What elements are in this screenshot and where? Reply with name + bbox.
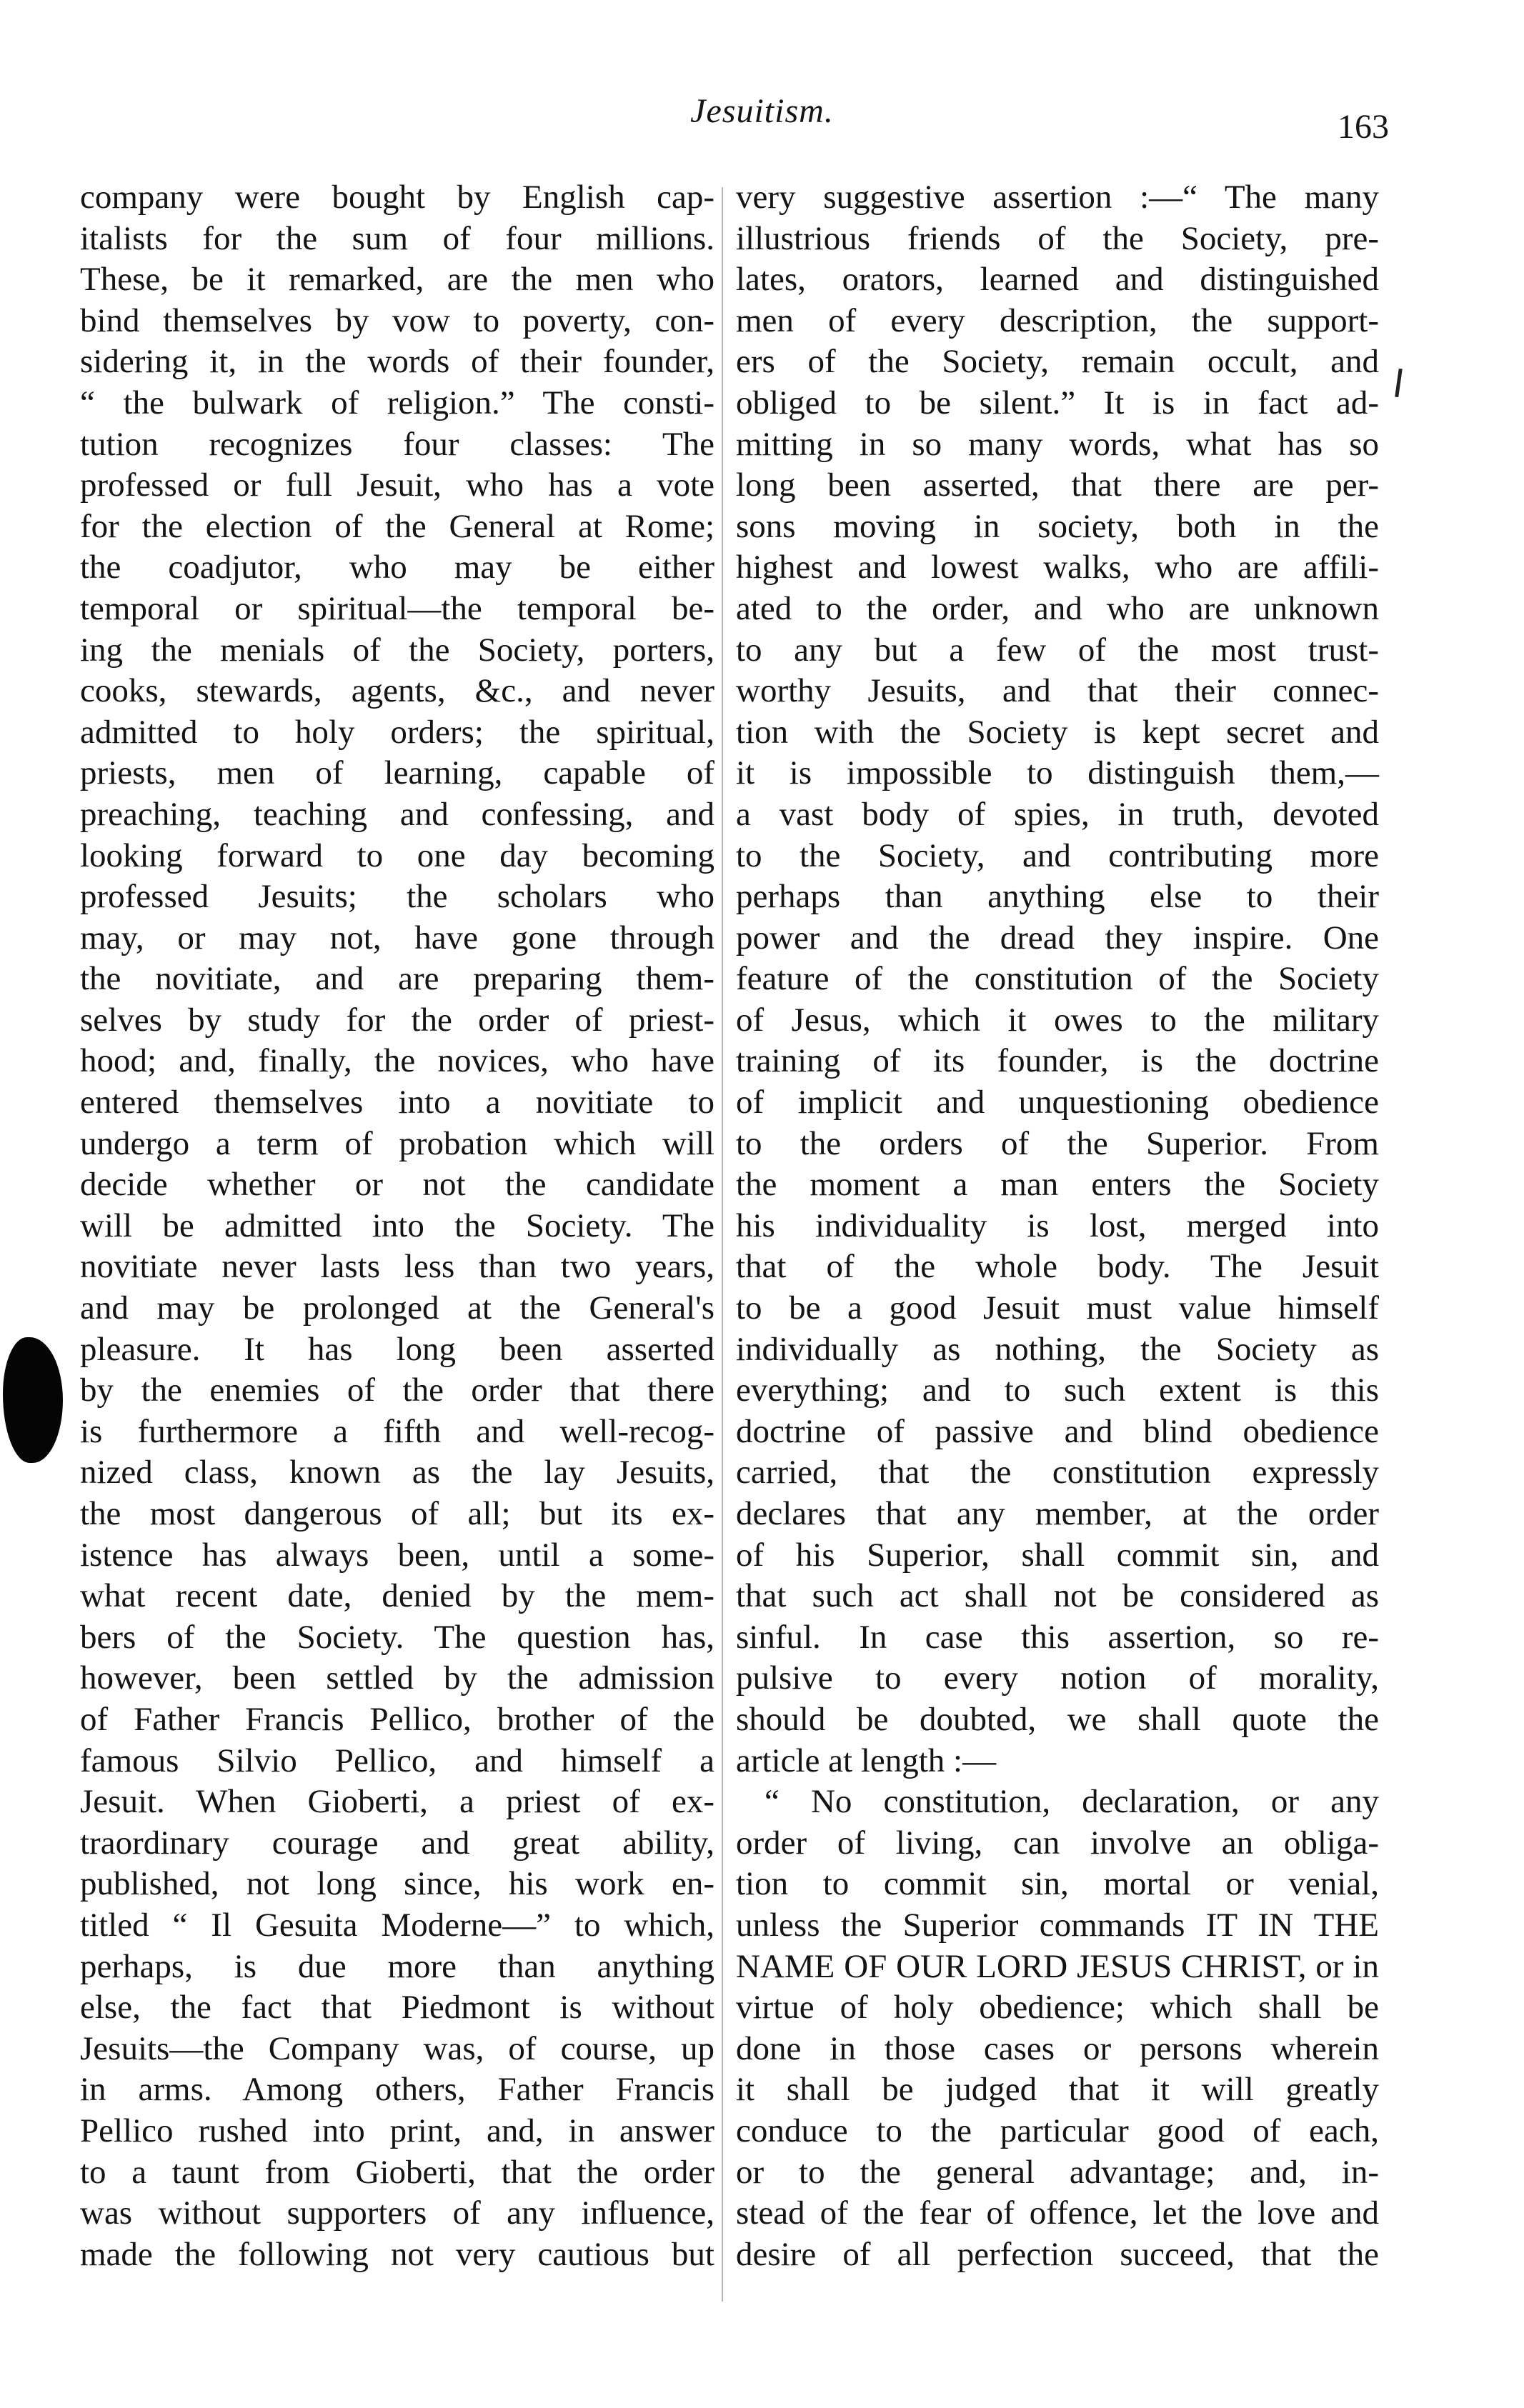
text-line: “ No constitution, declaration, or any	[765, 1783, 1379, 1821]
text-line: done in those cases or persons wherein	[736, 2029, 1379, 2067]
text-line: carried, that the constitution expressly	[736, 1454, 1379, 1492]
text-line: the most dangerous of all; but its ex-	[80, 1495, 714, 1532]
text-line: virtue of holy obedience; which shall be	[736, 1989, 1379, 2027]
text-line: novitiate never lasts less than two years,	[80, 1248, 714, 1286]
text-line: else, the fact that Piedmont is without	[80, 1989, 714, 2027]
column-divider	[722, 187, 723, 2302]
text-line: professed Jesuits; the scholars who	[80, 878, 714, 916]
text-line: his individuality is lost, merged into	[736, 1207, 1379, 1244]
text-line: tion with the Society is kept secret and	[736, 713, 1379, 751]
text-line: that of the whole body. The Jesuit	[736, 1248, 1379, 1286]
text-line: company were bought by English cap-	[80, 179, 714, 216]
text-line: highest and lowest walks, who are affili-	[736, 549, 1379, 586]
text-line: obliged to be silent.” It is in fact ad-	[736, 384, 1379, 421]
text-line: famous Silvio Pellico, and himself a	[80, 1742, 714, 1779]
text-line: will be admitted into the Society. The	[80, 1207, 714, 1244]
text-line: it shall be judged that it will greatly	[736, 2071, 1379, 2109]
text-line: conduce to the particular good of each,	[736, 2112, 1379, 2149]
text-line: worthy Jesuits, and that their connec-	[736, 672, 1379, 710]
text-line: men of every description, the support-	[736, 301, 1379, 339]
text-line: desire of all perfection succeed, that the	[736, 2235, 1379, 2273]
text-line: ated to the order, and who are unknown	[736, 589, 1379, 627]
text-line: is furthermore a fifth and well-recog-	[80, 1412, 714, 1450]
text-line: tution recognizes four classes: The	[80, 425, 714, 463]
text-line: illustrious friends of the Society, pre-	[736, 219, 1379, 257]
text-line: of Father Francis Pellico, brother of the	[80, 1700, 714, 1738]
text-line: Pellico rushed into print, and, in answer	[80, 2112, 714, 2149]
text-line: traordinary courage and great ability,	[80, 1824, 714, 1862]
text-line: “ the bulwark of religion.” The consti-	[80, 384, 714, 421]
text-line: individually as nothing, the Society as	[736, 1330, 1379, 1368]
text-line: cooks, stewards, agents, &c., and never	[80, 672, 714, 710]
text-line: These, be it remarked, are the men who	[80, 261, 714, 299]
text-line: published, not long since, his work en-	[80, 1865, 714, 1903]
text-line: sinful. In case this assertion, so re-	[736, 1618, 1379, 1656]
text-line: lates, orators, learned and distinguished	[736, 261, 1379, 299]
text-line: Jesuits—the Company was, of course, up	[80, 2029, 714, 2067]
text-line: the moment a man enters the Society	[736, 1166, 1379, 1204]
text-line: ers of the Society, remain occult, and	[736, 343, 1379, 381]
text-line: a vast body of spies, in truth, devoted	[736, 795, 1379, 833]
text-line: istence has always been, until a some-	[80, 1536, 714, 1574]
text-line: of implicit and unquestioning obedience	[736, 1084, 1379, 1121]
text-line: professed or full Jesuit, who has a vote	[80, 466, 714, 504]
text-line: admitted to holy orders; the spiritual,	[80, 713, 714, 751]
text-line: bind themselves by vow to poverty, con-	[80, 301, 714, 339]
text-line: and may be prolonged at the General's	[80, 1289, 714, 1327]
text-line: everything; and to such extent is this	[736, 1372, 1379, 1409]
text-line: that such act shall not be considered as	[736, 1577, 1379, 1615]
text-line: to a taunt from Gioberti, that the order	[80, 2153, 714, 2191]
text-line: for the election of the General at Rome;	[80, 507, 714, 545]
text-line: made the following not very cautious but	[80, 2235, 714, 2273]
text-line: undergo a term of probation which will	[80, 1124, 714, 1162]
text-line: bers of the Society. The question has,	[80, 1618, 714, 1656]
text-line: feature of the constitution of the Society	[736, 960, 1379, 998]
text-line: doctrine of passive and blind obedience	[736, 1412, 1379, 1450]
text-line: however, been settled by the admission	[80, 1659, 714, 1697]
left-column	[80, 177, 714, 2275]
text-line: was without supporters of any influence,	[80, 2194, 714, 2232]
margin-mark	[1395, 369, 1403, 397]
text-line: of Jesus, which it owes to the military	[736, 1001, 1379, 1039]
ink-blot	[3, 1337, 63, 1463]
text-line: pleasure. It has long been asserted	[80, 1330, 714, 1368]
text-line: declares that any member, at the order	[736, 1495, 1379, 1532]
text-line: Jesuit. When Gioberti, a priest of ex-	[80, 1783, 714, 1821]
text-line: perhaps than anything else to their	[736, 878, 1379, 916]
text-line: decide whether or not the candidate	[80, 1166, 714, 1204]
text-line: titled “ Il Gesuita Moderne—” to which,	[80, 1906, 714, 1944]
text-line: should be doubted, we shall quote the	[736, 1700, 1379, 1738]
text-line: or to the general advantage; and, in-	[736, 2153, 1379, 2191]
text-line: stead of the fear of offence, let the love and	[736, 2194, 1379, 2232]
text-line: mitting in so many words, what has so	[736, 425, 1379, 463]
text-line: tion to commit sin, mortal or venial,	[736, 1865, 1379, 1903]
text-line: entered themselves into a novitiate to	[80, 1084, 714, 1121]
text-line: what recent date, denied by the mem-	[80, 1577, 714, 1615]
text-line: of his Superior, shall commit sin, and	[736, 1536, 1379, 1574]
text-line: in arms. Among others, Father Francis	[80, 2071, 714, 2109]
page-number: 163	[1338, 108, 1389, 146]
text-line: hood; and, finally, the novices, who have	[80, 1042, 714, 1080]
text-line: the coadjutor, who may be either	[80, 549, 714, 586]
text-line: italists for the sum of four millions.	[80, 219, 714, 257]
text-line: by the enemies of the order that there	[80, 1372, 714, 1409]
text-line: NAME OF OUR LORD JESUS CHRIST, or in	[736, 1947, 1379, 1985]
right-column	[736, 177, 1379, 2275]
text-line: training of its founder, is the doctrine	[736, 1042, 1379, 1080]
text-line: order of living, can involve an obliga-	[736, 1824, 1379, 1862]
text-line: unless the Superior commands IT IN THE	[736, 1906, 1379, 1944]
text-line: sons moving in society, both in the	[736, 507, 1379, 545]
text-line: long been asserted, that there are per-	[736, 466, 1379, 504]
text-line: article at length :—	[736, 1742, 997, 1779]
text-line: perhaps, is due more than anything	[80, 1947, 714, 1985]
text-line: the novitiate, and are preparing them-	[80, 960, 714, 998]
text-line: pulsive to every notion of morality,	[736, 1659, 1379, 1697]
text-line: selves by study for the order of priest-	[80, 1001, 714, 1039]
text-line: looking forward to one day becoming	[80, 836, 714, 874]
text-line: to any but a few of the most trust-	[736, 631, 1379, 669]
text-line: very suggestive assertion :—“ The many	[736, 179, 1379, 216]
text-line: to be a good Jesuit must value himself	[736, 1289, 1379, 1327]
text-line: may, or may not, have gone through	[80, 919, 714, 956]
running-title: Jesuitism.	[690, 92, 834, 130]
text-line: to the Society, and contributing more	[736, 836, 1379, 874]
text-line: power and the dread they inspire. One	[736, 919, 1379, 956]
text-line: temporal or spiritual—the temporal be-	[80, 589, 714, 627]
text-line: it is impossible to distinguish them,—	[736, 754, 1379, 792]
text-line: priests, men of learning, capable of	[80, 754, 714, 792]
text-line: preaching, teaching and confessing, and	[80, 795, 714, 833]
text-line: ing the menials of the Society, porters,	[80, 631, 714, 669]
text-line: nized class, known as the lay Jesuits,	[80, 1454, 714, 1492]
text-line: to the orders of the Superior. From	[736, 1124, 1379, 1162]
text-line: sidering it, in the words of their founder,	[80, 343, 714, 381]
